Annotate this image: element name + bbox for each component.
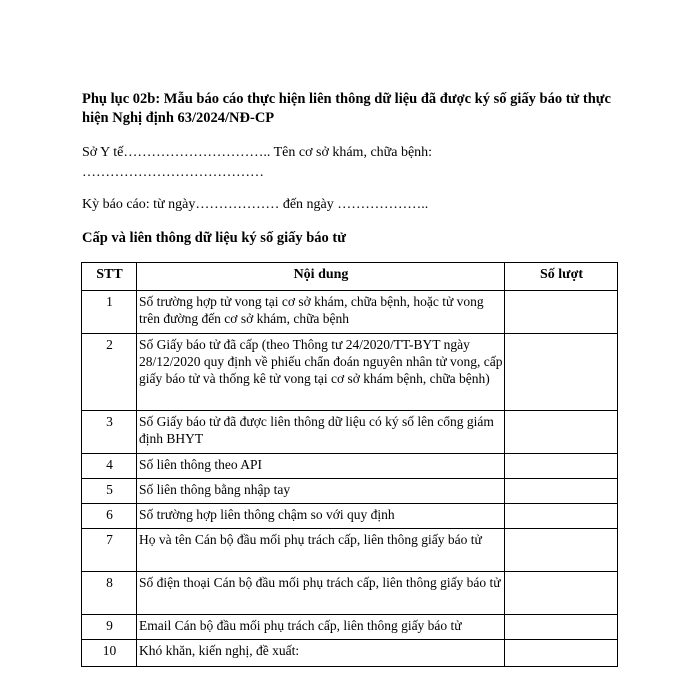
row-content: Khó khăn, kiến nghị, đề xuất: [137,640,505,667]
row-count [505,529,618,572]
row-count [505,479,618,504]
section-heading: Cấp và liên thông dữ liệu ký số giấy báo tử [82,230,346,246]
row-stt: 7 [82,529,137,572]
table-row [82,291,618,334]
row-count [505,454,618,479]
row-stt: 4 [82,454,137,479]
facility-name-line: ………………………………… [82,165,264,180]
row-count [505,504,618,529]
header-content: Nội dung [137,263,505,291]
row-content: Email Cán bộ đầu mối phụ trách cấp, liên thông giấy báo tử [137,615,505,640]
row-stt: 5 [82,479,137,504]
header-count: Số lượt [505,263,618,291]
row-stt: 3 [82,411,137,454]
header-stt: STT [82,263,137,291]
row-stt: 1 [82,291,137,334]
row-count [505,640,618,667]
table-header-row [82,263,618,291]
table-row [82,572,618,615]
row-content: Số trường hợp tử vong tại cơ sở khám, chữa bệnh, hoặc tử vong trên đường đến cơ sở khám, chữa bệnh [137,291,505,334]
row-count [505,334,618,411]
row-count [505,411,618,454]
row-content: Số Giấy báo tử đã được liên thông dữ liệu có ký số lên cổng giám định BHYT [137,411,505,454]
row-count [505,291,618,334]
row-stt: 9 [82,615,137,640]
table-row [82,454,618,479]
row-content: Số Giấy báo tử đã cấp (theo Thông tư 24/2020/TT-BYT ngày 28/12/2020 quy định về phiếu chẩn đoán nguyên nhân tử vong, cấp giấy báo tử và thống kê tử vong tại cơ sở khám bệnh, chữa bệnh) [137,334,505,411]
row-content: Số liên thông theo API [137,454,505,479]
report-table [81,262,618,667]
report-period-line: Kỳ báo cáo: từ ngày……………… đến ngày ……………….. [82,197,429,212]
row-content: Họ và tên Cán bộ đầu mối phụ trách cấp, liên thông giấy báo tử [137,529,505,572]
row-stt: 6 [82,504,137,529]
row-count [505,615,618,640]
row-content: Số trường hợp liên thông chậm so với quy định [137,504,505,529]
row-stt: 2 [82,334,137,411]
row-count [505,572,618,615]
table-row [82,334,618,411]
table-row [82,640,618,667]
table-row [82,411,618,454]
row-stt: 10 [82,640,137,667]
table-row [82,479,618,504]
document-title: Phụ lục 02b: Mẫu báo cáo thực hiện liên thông dữ liệu đã được ký số giấy báo tử thực hiện Nghị định 63/2024/NĐ-CP [82,91,611,126]
table-row [82,504,618,529]
department-line: Sở Y tế………………………….. Tên cơ sở khám, chữa bệnh: [82,145,433,160]
table-row [82,529,618,572]
row-stt: 8 [82,572,137,615]
row-content: Số điện thoại Cán bộ đầu mối phụ trách cấp, liên thông giấy báo tử [137,572,505,615]
table-row [82,615,618,640]
row-content: Số liên thông bằng nhập tay [137,479,505,504]
